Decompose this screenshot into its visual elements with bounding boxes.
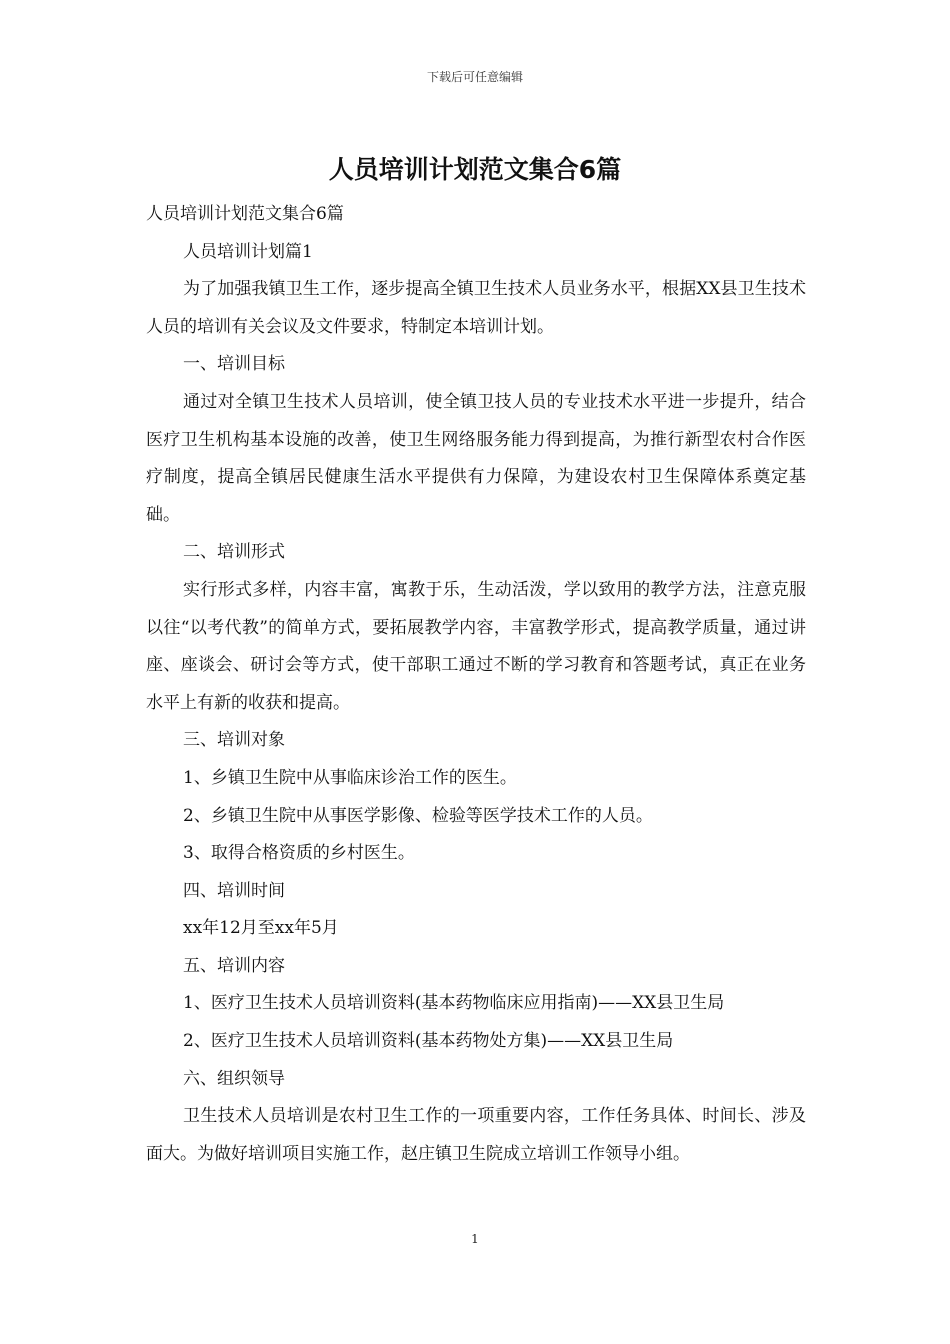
section-heading: 五、培训内容: [183, 955, 285, 976]
section-heading: 二、培训形式: [183, 542, 285, 563]
paragraph: 为了加强我镇卫生工作，逐步提高全镇卫生技术人员业务水平，根据XX县卫生技术人员的培训有关会议及文件要求，特制定本培训计划。: [146, 279, 806, 337]
section-heading: 一、培训目标: [183, 354, 285, 375]
header-note: 下载后可任意编辑: [426, 70, 523, 84]
section-heading: 六、组织领导: [183, 1068, 285, 1089]
paragraph: 实行形式多样，内容丰富，寓教于乐，生动活泼，学以致用的教学方法，注意克服以往“以考代教”的简单方式，要拓展教学内容，丰富教学形式，提高教学质量，通过讲座、座谈会、研讨会等方式，使干部职工通过不断的学习教育和答题考试，真正在业务水平上有新的收获和提高。: [146, 579, 806, 713]
page-number: 1: [471, 1232, 479, 1246]
list-item: 3、取得合格资质的乡村医生。: [183, 843, 415, 864]
document-title: 人员培训计划范文集合6篇: [328, 155, 622, 184]
section-heading: 四、培训时间: [183, 880, 285, 901]
section-heading: 三、培训对象: [183, 730, 285, 751]
list-item: 1、乡镇卫生院中从事临床诊治工作的医生。: [183, 767, 517, 788]
paragraph: 通过对全镇卫生技术人员培训，使全镇卫技人员的专业技术水平进一步提升，结合医疗卫生机构基本设施的改善，使卫生网络服务能力得到提高，为推行新型农村合作医疗制度，提高全镇居民健康生活水平提供有力保障，为建设农村卫生保障体系奠定基础。: [146, 391, 806, 525]
paragraph: 卫生技术人员培训是农村卫生工作的一项重要内容，工作任务具体、时间长、涉及面大。为做好培训项目实施工作，赵庄镇卫生院成立培训工作领导小组。: [146, 1106, 806, 1164]
paragraph: xx年12月至xx年5月: [183, 918, 339, 939]
list-item: 2、乡镇卫生院中从事医学影像、检验等医学技术工作的人员。: [183, 805, 653, 826]
list-item: 2、医疗卫生技术人员培训资料(基本药物处方集)——XX县卫生局: [183, 1031, 674, 1052]
section-heading: 人员培训计划篇1: [183, 241, 313, 262]
list-item: 1、医疗卫生技术人员培训资料(基本药物临床应用指南)——XX县卫生局: [183, 993, 725, 1014]
document-body: [146, 196, 806, 1173]
paragraph: 人员培训计划范文集合6篇: [146, 204, 344, 224]
